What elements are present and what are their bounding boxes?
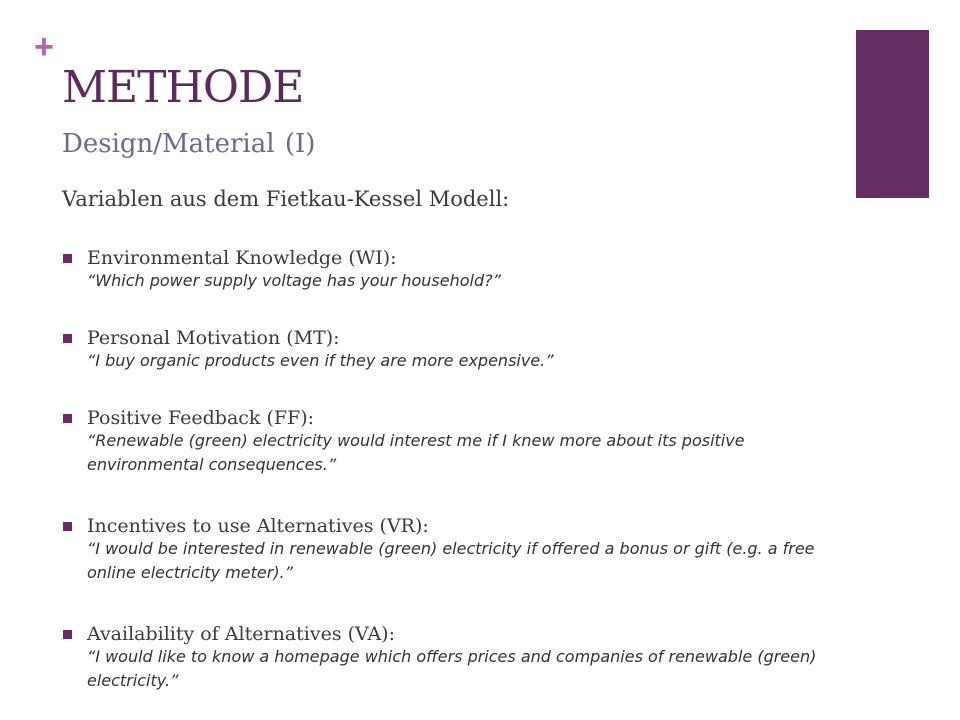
item-heading: Environmental Knowledge (WI): — [87, 247, 397, 269]
list-item — [62, 244, 842, 324]
accent-bar — [856, 30, 929, 198]
square-bullet-icon — [63, 334, 72, 343]
plus-icon: + — [34, 28, 54, 66]
list-item — [62, 324, 842, 404]
square-bullet-icon — [63, 522, 72, 531]
variable-list — [62, 244, 842, 700]
item-heading: Positive Feedback (FF): — [87, 407, 315, 429]
list-item — [62, 512, 842, 620]
square-bullet-icon — [63, 254, 72, 263]
item-quote: “I would like to know a homepage which offers prices and companies of renewable (green) electricity.” — [87, 647, 817, 690]
intro-text: Variablen aus dem Fietkau-Kessel Modell: — [62, 187, 510, 211]
slide-subtitle: Design/Material (I) — [62, 129, 316, 159]
item-quote: “Which power supply voltage has your household?” — [87, 271, 501, 290]
item-quote: “Renewable (green) electricity would interest me if I knew more about its positive environmental consequences.” — [87, 431, 745, 474]
square-bullet-icon — [63, 630, 72, 639]
item-heading: Incentives to use Alternatives (VR): — [87, 515, 429, 537]
item-quote: “I buy organic products even if they are more expensive.” — [87, 351, 554, 370]
item-heading: Personal Motivation (MT): — [87, 327, 340, 349]
item-heading: Availability of Alternatives (VA): — [87, 623, 395, 645]
slide-title: METHODE — [62, 62, 304, 113]
square-bullet-icon — [63, 414, 72, 423]
list-item — [62, 404, 842, 512]
list-item — [62, 620, 842, 700]
item-quote: “I would be interested in renewable (green) electricity if offered a bonus or gift (e.g. a free online electricity meter).” — [87, 539, 815, 582]
